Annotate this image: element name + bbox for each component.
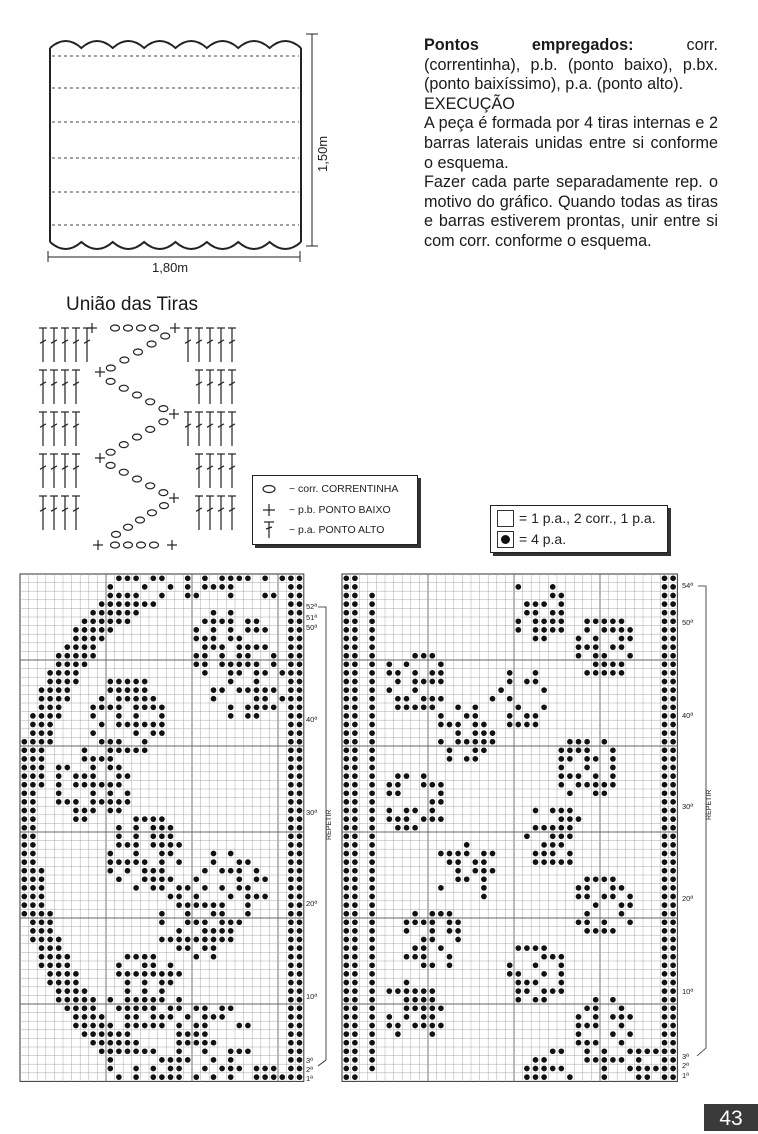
stitch-legend [252,475,418,545]
left-chart-row-labels [306,602,333,1083]
row-label: 54ª [682,581,694,590]
row-label: 20ª [682,894,694,903]
row-label: 30ª [306,808,318,817]
legend-label: ~ p.a. PONTO ALTO [289,524,385,536]
row-label: 2ª [306,1065,313,1074]
strip-joining-scheme [39,323,236,550]
stitches-list: corr. (correntinha), p.b. (ponto baixo), p.bx. (ponto baixíssimo), p.a. (ponto alto). [424,36,719,94]
height-dimension-label: 1,50m [315,135,330,172]
page-number: 43 [704,1104,758,1131]
blanket-outline [50,41,301,249]
dimension-lines [48,34,318,262]
legend-label: ~ p.b. PONTO BAIXO [289,504,391,516]
row-label: 52ª [306,602,318,611]
width-dimension-label: 1,80m [152,260,189,275]
legend-label: = 1 p.a., 2 corr., 1 p.a. [519,510,656,526]
uniao-title: União das Tiras [66,294,199,315]
row-label: 50ª [682,618,694,627]
row-label: 51ª [306,613,318,622]
stitches-title: Pontos empregados: [424,36,634,54]
repeat-label: REPETIR [326,809,333,840]
instructions-text [424,36,718,252]
row-label: 30ª [682,802,694,811]
chain-oval-icon [261,482,281,496]
right-chart-grid [342,574,677,1081]
row-label: 3ª [682,1052,689,1061]
row-label: 20ª [306,899,318,908]
plus-cross-icon [261,502,281,518]
filled-square-icon [497,531,514,548]
row-label: 40ª [306,715,318,724]
empty-square-icon [497,510,514,527]
legend-label: ~ corr. CORRENTINHA [289,483,399,495]
left-chart-grid [20,574,304,1081]
t-bar-icon [261,520,281,540]
repeat-label: REPETIR [706,789,713,820]
row-label: 10ª [306,992,318,1001]
row-label: 2ª [682,1061,689,1070]
chart-legend [490,505,668,553]
row-label: 10ª [682,987,694,996]
row-label: 50ª [306,623,318,632]
execution-paragraph-2: Fazer cada parte separadamente rep. o motivo do gráfico. Quando todas as tiras e barras estiverem prontas, unir entre si com corr. conforme o esquema. [424,173,718,250]
row-label: 40ª [682,711,694,720]
execution-heading: EXECUÇÃO [424,94,515,113]
blanket-strip-dividers [52,56,299,225]
right-chart-row-labels [682,581,713,1080]
row-label: 3ª [306,1056,313,1065]
row-label: 1ª [306,1074,313,1083]
legend-label: = 4 p.a. [519,531,567,547]
execution-paragraph-1: A peça é formada por 4 tiras internas e 2 barras laterais unidas entre si conforme o esquema. [424,114,718,172]
row-label: 1ª [682,1071,689,1080]
